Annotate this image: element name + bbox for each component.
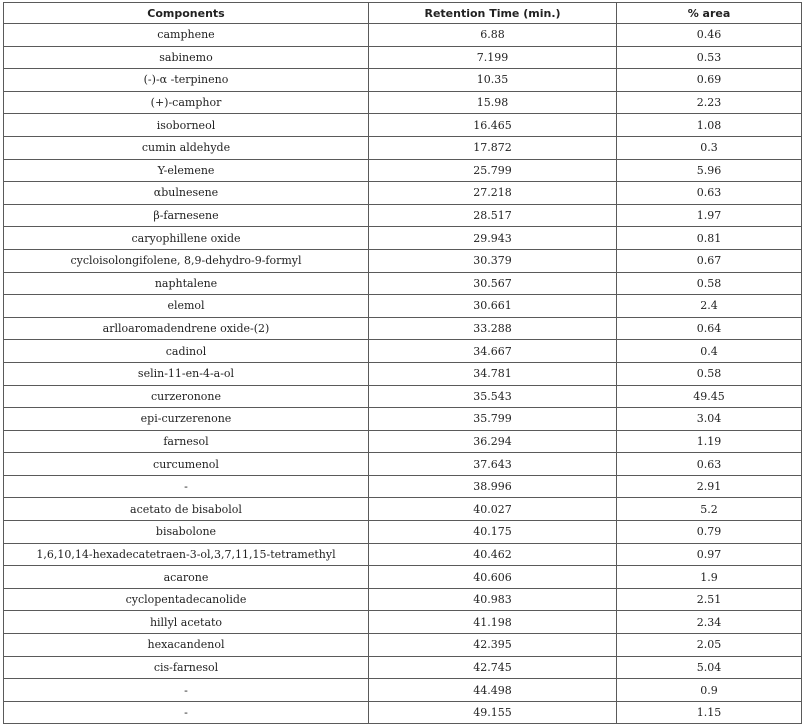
column-header-retention-time: Retention Time (min.) <box>369 3 617 24</box>
cell-percent-area: 0.58 <box>617 272 802 295</box>
cell-retention-time: 40.462 <box>369 543 617 566</box>
cell-component: selin-11-en-4-a-ol <box>4 362 369 385</box>
cell-percent-area: 0.63 <box>617 453 802 476</box>
table-row <box>4 272 802 295</box>
table-row <box>4 182 802 205</box>
cell-component: (+)-camphor <box>4 91 369 114</box>
table-body <box>4 24 802 724</box>
cell-component: arlloaromadendrene oxide-(2) <box>4 317 369 340</box>
cell-component: cis-farnesol <box>4 656 369 679</box>
cell-component: αbulnesene <box>4 182 369 205</box>
table-row <box>4 204 802 227</box>
cell-percent-area: 1.19 <box>617 430 802 453</box>
table-row <box>4 69 802 92</box>
cell-retention-time: 35.543 <box>369 385 617 408</box>
table-row <box>4 362 802 385</box>
cell-retention-time: 34.781 <box>369 362 617 385</box>
cell-retention-time: 42.745 <box>369 656 617 679</box>
cell-percent-area: 1.97 <box>617 204 802 227</box>
cell-retention-time: 27.218 <box>369 182 617 205</box>
table-row <box>4 317 802 340</box>
cell-retention-time: 30.567 <box>369 272 617 295</box>
cell-component: hexacandenol <box>4 634 369 657</box>
cell-percent-area: 1.15 <box>617 701 802 724</box>
column-header-percent-area: % area <box>617 3 802 24</box>
table-row <box>4 408 802 431</box>
cell-component: cadinol <box>4 340 369 363</box>
cell-component: elemol <box>4 295 369 318</box>
table-row <box>4 634 802 657</box>
header-row <box>4 3 802 24</box>
cell-retention-time: 10.35 <box>369 69 617 92</box>
cell-component: bisabolone <box>4 521 369 544</box>
table-row <box>4 679 802 702</box>
table-row <box>4 611 802 634</box>
cell-retention-time: 6.88 <box>369 24 617 47</box>
cell-component: Y-elemene <box>4 159 369 182</box>
cell-percent-area: 0.69 <box>617 69 802 92</box>
cell-retention-time: 35.799 <box>369 408 617 431</box>
table-row <box>4 453 802 476</box>
cell-percent-area: 0.64 <box>617 317 802 340</box>
cell-retention-time: 7.199 <box>369 46 617 69</box>
cell-percent-area: 5.2 <box>617 498 802 521</box>
cell-percent-area: 0.67 <box>617 249 802 272</box>
cell-retention-time: 29.943 <box>369 227 617 250</box>
cell-retention-time: 34.667 <box>369 340 617 363</box>
cell-retention-time: 38.996 <box>369 475 617 498</box>
cell-retention-time: 30.661 <box>369 295 617 318</box>
table-row <box>4 227 802 250</box>
table-row <box>4 136 802 159</box>
cell-percent-area: 3.04 <box>617 408 802 431</box>
cell-component: caryophillene oxide <box>4 227 369 250</box>
cell-retention-time: 25.799 <box>369 159 617 182</box>
cell-retention-time: 44.498 <box>369 679 617 702</box>
cell-retention-time: 15.98 <box>369 91 617 114</box>
cell-percent-area: 1.08 <box>617 114 802 137</box>
cell-retention-time: 33.288 <box>369 317 617 340</box>
table-row <box>4 543 802 566</box>
cell-percent-area: 5.04 <box>617 656 802 679</box>
cell-component: hillyl acetato <box>4 611 369 634</box>
cell-component: isoborneol <box>4 114 369 137</box>
cell-percent-area: 0.3 <box>617 136 802 159</box>
cell-component: cumin aldehyde <box>4 136 369 159</box>
cell-retention-time: 40.027 <box>369 498 617 521</box>
table-row <box>4 91 802 114</box>
cell-component: - <box>4 701 369 724</box>
cell-component: cycloisolongifolene, 8,9-dehydro-9-formyl <box>4 249 369 272</box>
table-row <box>4 385 802 408</box>
components-table <box>3 2 802 724</box>
table-row <box>4 588 802 611</box>
cell-retention-time: 42.395 <box>369 634 617 657</box>
table-row <box>4 46 802 69</box>
cell-percent-area: 2.51 <box>617 588 802 611</box>
cell-retention-time: 41.198 <box>369 611 617 634</box>
cell-percent-area: 2.23 <box>617 91 802 114</box>
table-container <box>3 2 801 724</box>
table-row <box>4 498 802 521</box>
cell-component: β-farnesene <box>4 204 369 227</box>
cell-percent-area: 2.91 <box>617 475 802 498</box>
cell-retention-time: 49.155 <box>369 701 617 724</box>
cell-component: epi-curzerenone <box>4 408 369 431</box>
cell-retention-time: 17.872 <box>369 136 617 159</box>
table-row <box>4 566 802 589</box>
table-row <box>4 114 802 137</box>
cell-component: - <box>4 679 369 702</box>
cell-percent-area: 49.45 <box>617 385 802 408</box>
table-row <box>4 24 802 47</box>
cell-percent-area: 0.79 <box>617 521 802 544</box>
table-row <box>4 295 802 318</box>
cell-component: acetato de bisabolol <box>4 498 369 521</box>
cell-percent-area: 0.58 <box>617 362 802 385</box>
cell-percent-area: 2.34 <box>617 611 802 634</box>
cell-percent-area: 2.4 <box>617 295 802 318</box>
cell-retention-time: 16.465 <box>369 114 617 137</box>
table-row <box>4 430 802 453</box>
cell-percent-area: 1.9 <box>617 566 802 589</box>
cell-percent-area: 5.96 <box>617 159 802 182</box>
cell-percent-area: 0.46 <box>617 24 802 47</box>
cell-retention-time: 40.983 <box>369 588 617 611</box>
cell-retention-time: 40.606 <box>369 566 617 589</box>
cell-percent-area: 0.97 <box>617 543 802 566</box>
cell-component: - <box>4 475 369 498</box>
cell-component: acarone <box>4 566 369 589</box>
cell-component: naphtalene <box>4 272 369 295</box>
cell-percent-area: 0.53 <box>617 46 802 69</box>
table-row <box>4 475 802 498</box>
cell-component: curcumenol <box>4 453 369 476</box>
cell-retention-time: 30.379 <box>369 249 617 272</box>
cell-percent-area: 0.9 <box>617 679 802 702</box>
column-header-components: Components <box>4 3 369 24</box>
table-row <box>4 701 802 724</box>
cell-component: (-)-α -terpineno <box>4 69 369 92</box>
cell-percent-area: 0.81 <box>617 227 802 250</box>
table-row <box>4 656 802 679</box>
cell-component: camphene <box>4 24 369 47</box>
cell-component: sabinemo <box>4 46 369 69</box>
cell-percent-area: 0.4 <box>617 340 802 363</box>
cell-retention-time: 40.175 <box>369 521 617 544</box>
cell-percent-area: 2.05 <box>617 634 802 657</box>
table-row <box>4 249 802 272</box>
cell-retention-time: 37.643 <box>369 453 617 476</box>
cell-component: cyclopentadecanolide <box>4 588 369 611</box>
cell-percent-area: 0.63 <box>617 182 802 205</box>
table-row <box>4 159 802 182</box>
cell-component: curzeronone <box>4 385 369 408</box>
cell-retention-time: 28.517 <box>369 204 617 227</box>
cell-retention-time: 36.294 <box>369 430 617 453</box>
cell-component: 1,6,10,14-hexadecatetraen-3-ol,3,7,11,15-tetramethyl <box>4 543 369 566</box>
table-row <box>4 521 802 544</box>
table-row <box>4 340 802 363</box>
cell-component: farnesol <box>4 430 369 453</box>
